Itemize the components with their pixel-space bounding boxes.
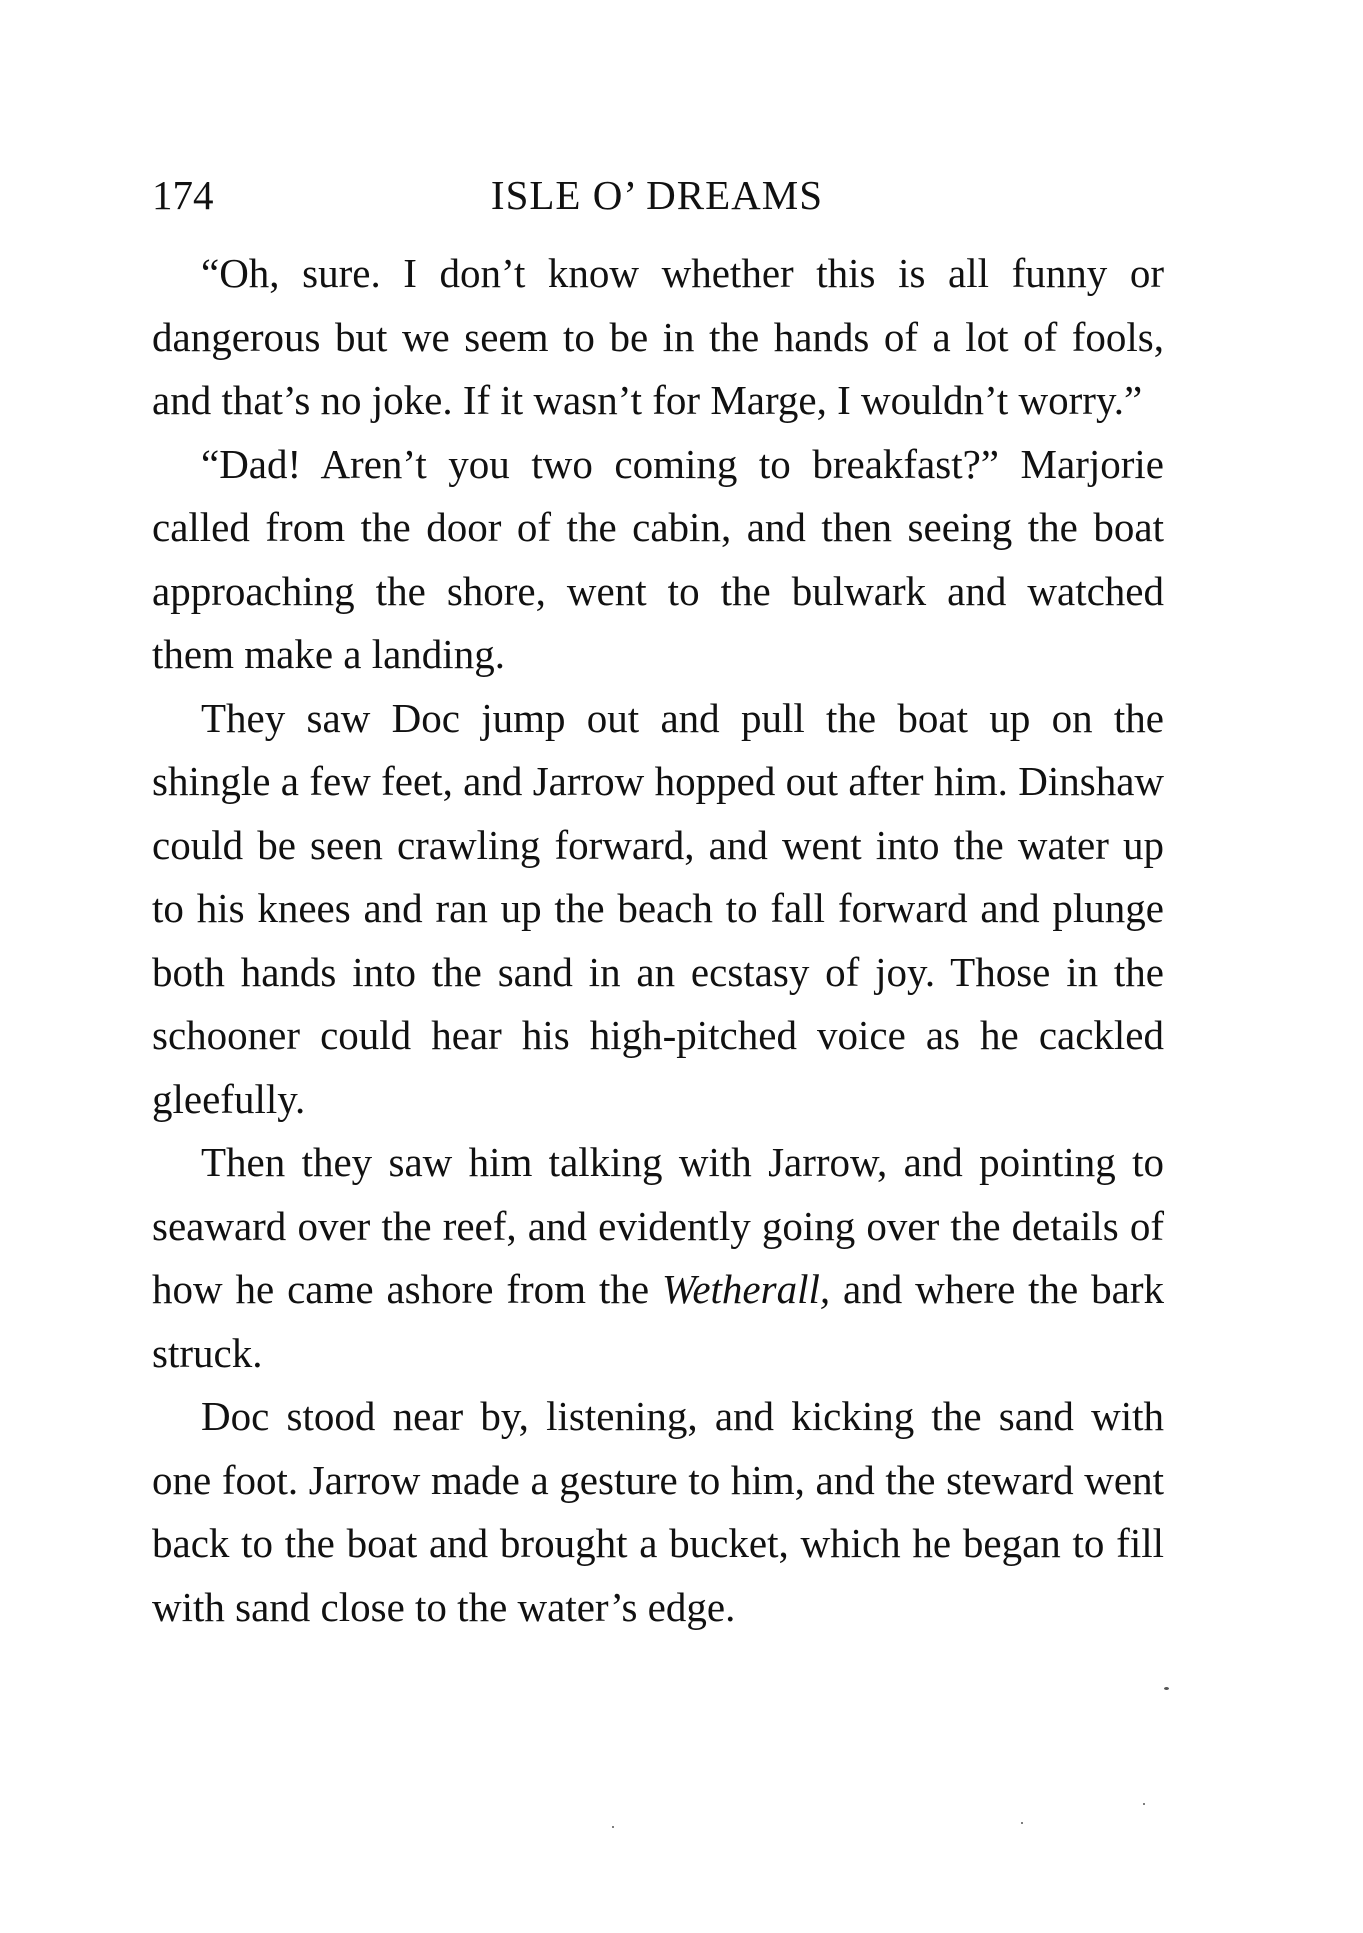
paragraph-1: “Oh, sure. I don’t know whether this is all funny or dangerous but we seem to be in the hands of a lot of fools, and that’s no joke. If it wasn’t for Marge, I wouldn’t worry.” [152,250,1164,423]
page-number: 174 [152,172,214,218]
ship-name: Wetherall, [661,1266,831,1312]
paragraph-5: Doc stood near by, listening, and kicking the sand with one foot. Jarrow made a gesture to him, and the steward went back to the boat and brought a bucket, which he began to fill with sand close to the water’s edge. [152,1393,1164,1630]
running-head [152,165,1162,225]
scan-speck [1021,1822,1023,1824]
paragraph-4-text-before: Then they saw him talking with Jarrow, and pointing to seaward over the reef, and evidently going over the details of how he came ashore from the [152,1139,1164,1312]
scan-speck [612,1826,614,1828]
scan-speck [1164,1687,1169,1690]
paragraph-3: They saw Doc jump out and pull the boat up on the shingle a few feet, and Jarrow hopped out after him. Dinshaw could be seen crawling forward, and went into the water up to his knees and ran up the beach to fall forward and plunge both hands into the sand in an ecstasy of joy. Those in the schooner could hear his high-pitched voice as he cackled gleefully. [152,694,1164,1122]
running-title: ISLE O’ DREAMS [490,172,824,218]
scan-speck [1143,1803,1145,1805]
body-text [152,242,1164,1639]
paragraph-4 [152,1131,1164,1385]
paragraph-4-text-after: and where the bark struck. [152,1266,1164,1376]
paragraph-2: “Dad! Aren’t you two coming to breakfast?” Marjorie called from the door of the cabin, and then seeing the boat approaching the shore, went to the bulwark and watched them make a landing. [152,440,1164,677]
